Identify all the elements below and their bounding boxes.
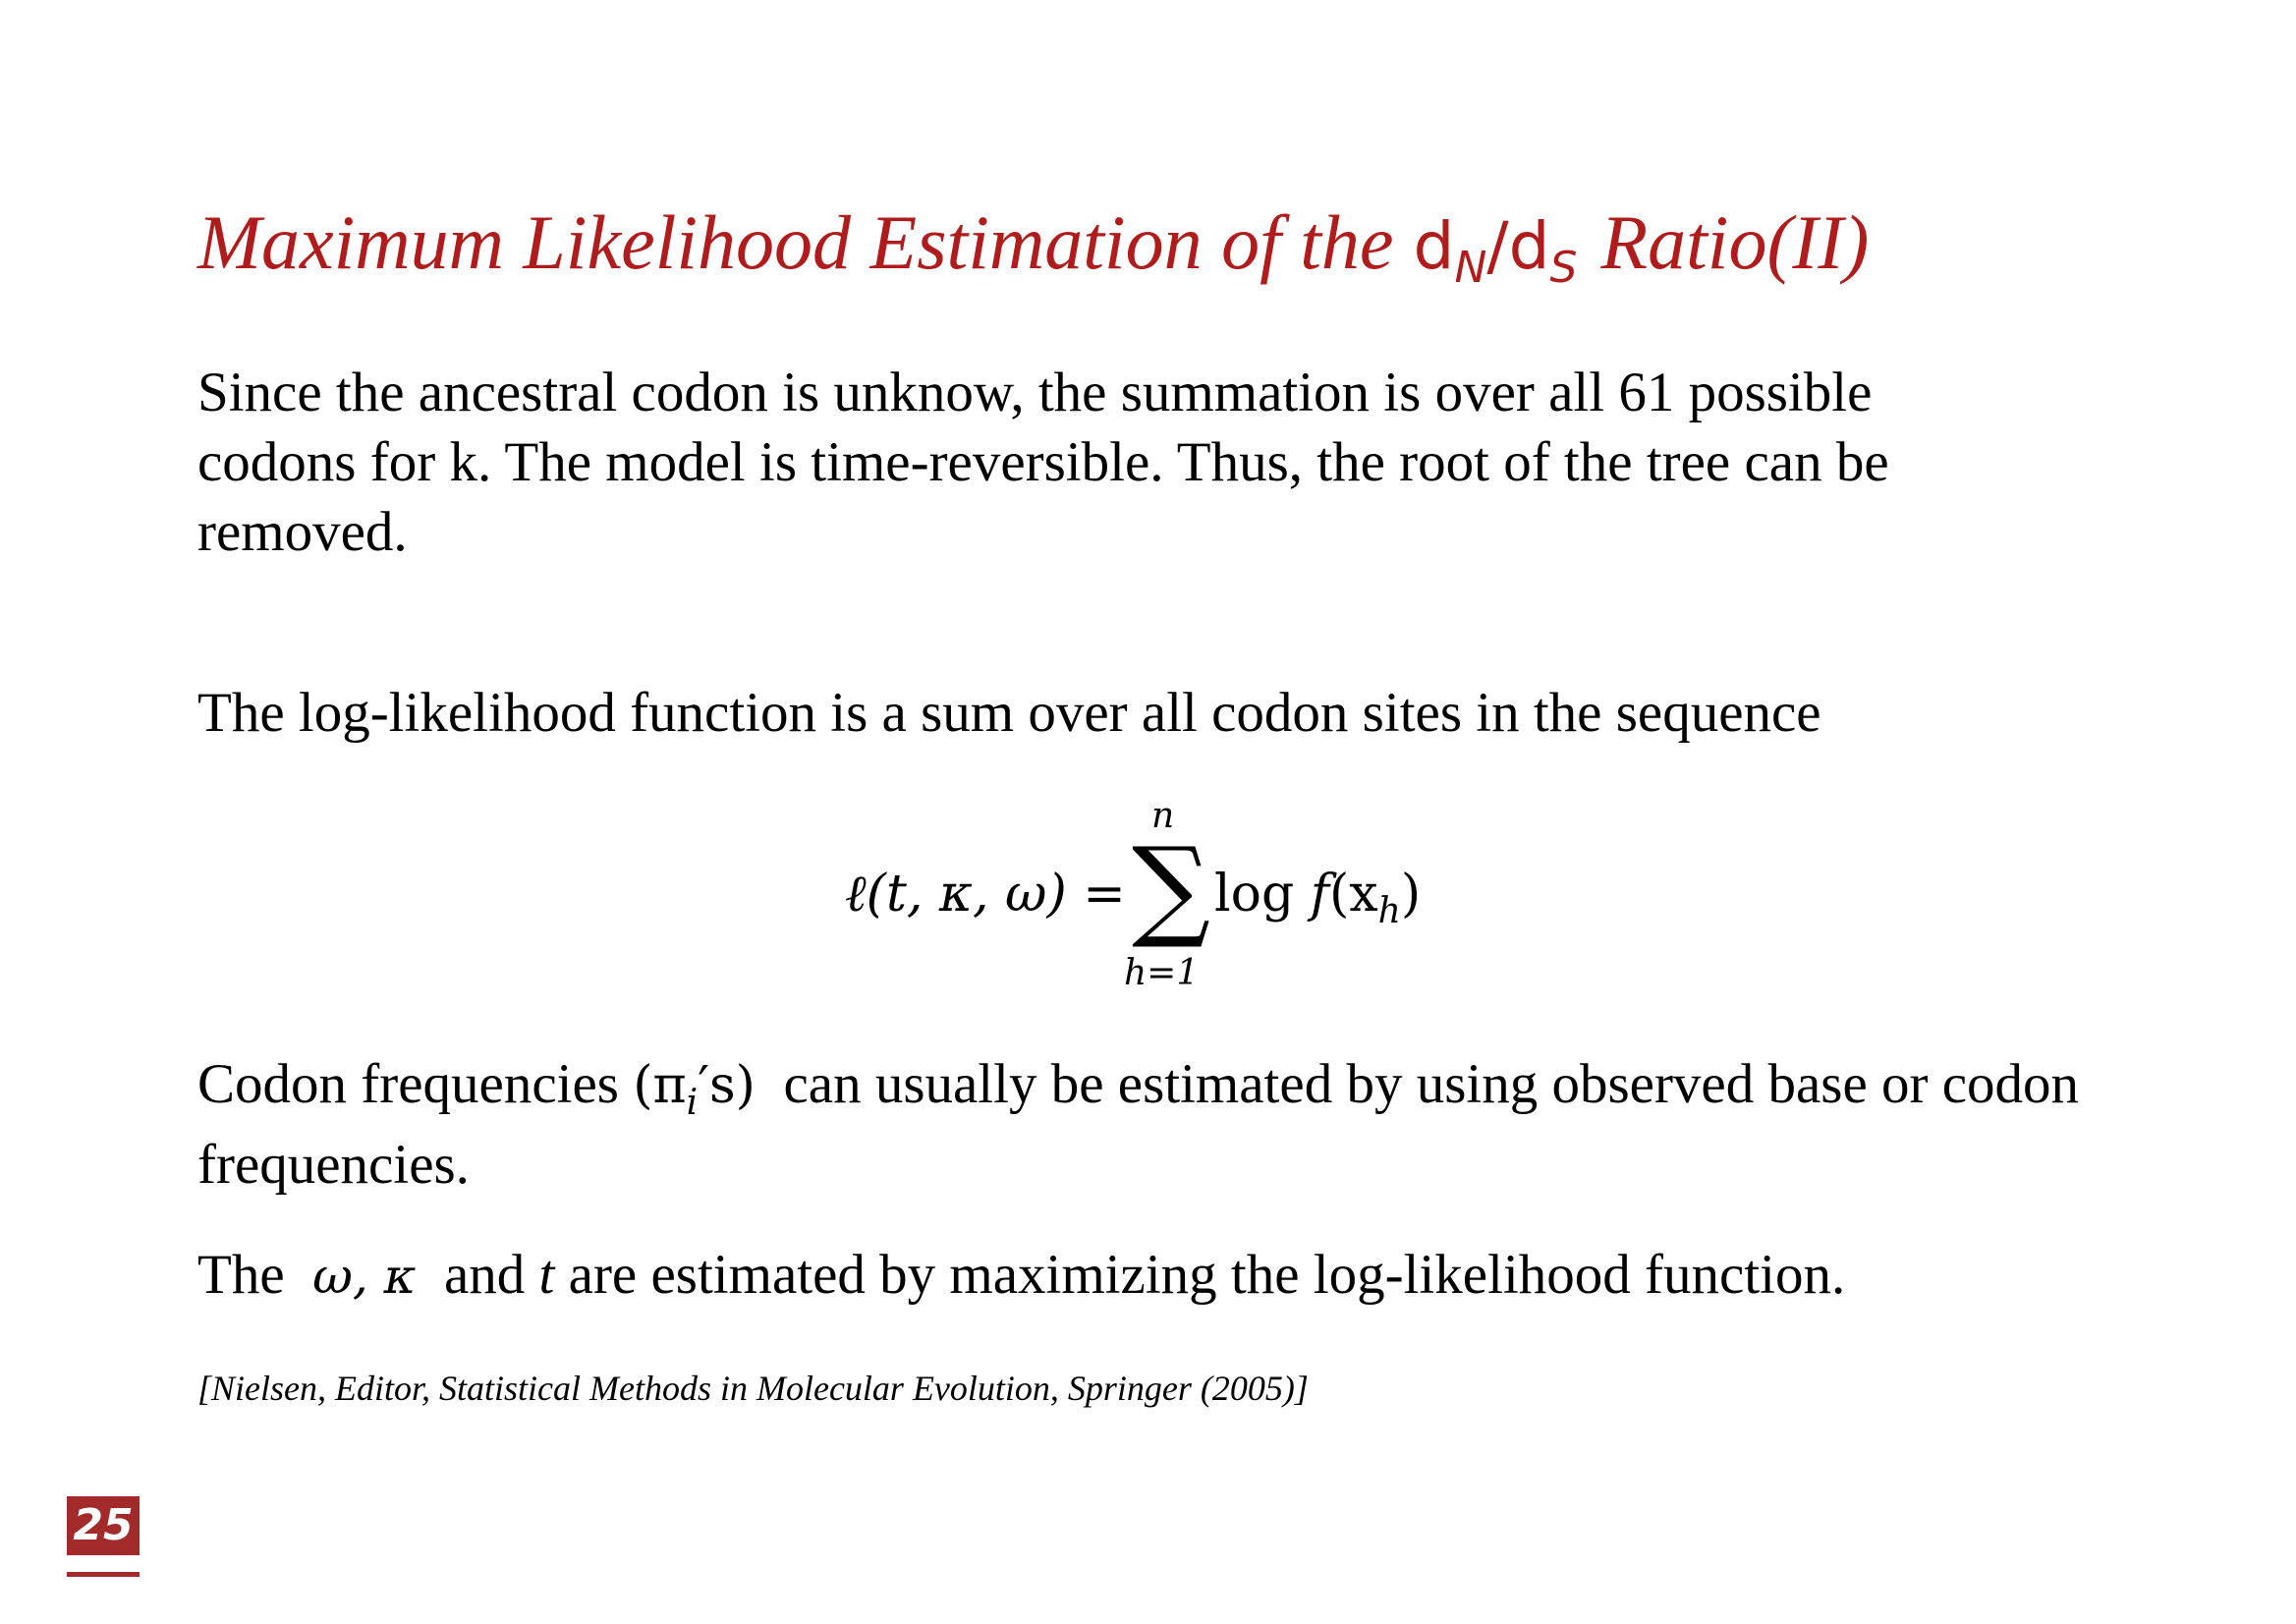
ratio-numerator: d (1413, 208, 1455, 284)
function-arg-open: (x (1329, 865, 1378, 924)
function-arg-close: ) (1400, 865, 1422, 924)
summation-symbol: ∑ (1132, 824, 1210, 952)
paragraph-log-likelihood: The log-likelihood function is a sum over all codon sites in the sequence (197, 682, 1821, 744)
omega-kappa-symbols: ω, κ (312, 1248, 417, 1305)
equation-lhs: ℓ(t, κ, ω) = (845, 865, 1126, 924)
ratio-denominator-sub: S (1549, 243, 1578, 293)
paragraph-estimation: The ω, κ and t are estimated by maximizing the log-likelihood function. (197, 1244, 1846, 1306)
sum-upper-limit: n (1151, 796, 1175, 836)
pi-symbol: $(\pi_i's)$ (633, 1056, 756, 1123)
paragraph-line: Codon frequencies $(\pi_i's)$ can usually be estimated by using observed base or codon (197, 1053, 2080, 1123)
function-f: f (1310, 865, 1330, 924)
paragraph-line: frequencies. (197, 1134, 470, 1196)
title-prefix: Maximum Likelihood Estimation of the (197, 199, 1394, 285)
title-ratio (1413, 208, 1578, 293)
t-symbol: t (538, 1244, 555, 1306)
paragraph-ancestral-codon (197, 358, 1889, 567)
log-operator: log (1214, 865, 1295, 924)
page-number-badge: 25 (67, 1496, 140, 1555)
function-arg-sub: h (1377, 891, 1401, 931)
citation: [Nielsen, Editor, Statistical Methods in Molecular Evolution, Springer (2005)] (197, 1369, 1309, 1408)
paragraph-line: removed. (197, 501, 408, 563)
sum-lower-limit: h=1 (1124, 953, 1200, 993)
log-likelihood-equation (845, 796, 1454, 1002)
ratio-denominator: d (1508, 208, 1550, 284)
ratio-numerator-sub: N (1454, 243, 1487, 293)
paragraph-line: codons for k. The model is time-reversible. Thus, the root of the tree can be (197, 431, 1889, 493)
paragraph-codon-frequencies (197, 1049, 2079, 1200)
slide-title (197, 199, 1870, 293)
title-suffix: Ratio(II) (1600, 199, 1870, 285)
paragraph-line: Since the ancestral codon is unknow, the summation is over all 61 possible (197, 362, 1873, 423)
page-number-underline (67, 1572, 140, 1577)
ratio-slash: / (1486, 208, 1509, 284)
equation-rhs (1214, 865, 1421, 931)
